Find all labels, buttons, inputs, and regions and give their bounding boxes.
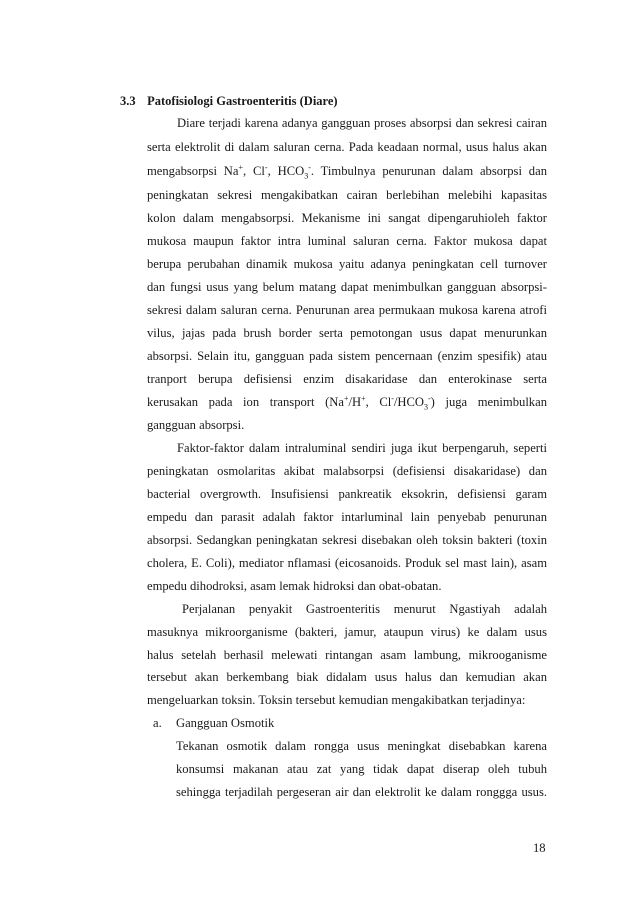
- p1-line: dan fungsi usus yang belum matang dapat menimbulkan gangguan absorpsi-: [147, 280, 547, 294]
- p3-line: halus setelah berhasil melewati rintangan asam lambung, mikrooganisme: [147, 648, 547, 662]
- section-heading: [120, 94, 338, 109]
- list-item-body-line: konsumsi makanan atau zat yang tidak dapat diserap oleh tubuh: [176, 762, 547, 776]
- p2-line: empedu dan parasit adalah faktor intarluminal lain penyebab penurunan: [147, 510, 547, 524]
- p2-line: empedu dihodroksi, asam lemak hidroksi dan obat-obatan.: [147, 579, 442, 593]
- p1-line: berupa perubahan dinamik mukosa yaitu adanya peningkatan cell turnover: [147, 257, 547, 271]
- p1-line: mukosa maupun faktor intra luminal saluran cerna. Faktor mukosa dapat: [147, 234, 547, 248]
- p2-line: cholera, E. Coli), mediator nflamasi (eicosanoids. Produk sel mast lain), asam: [147, 556, 547, 570]
- p1-line: kolon dalam mengabsorpsi. Mekanisme ini sangat dipengaruhioleh faktor: [147, 211, 547, 225]
- p2-line: peningkatan osmolaritas akibat malabsorpsi (defisiensi disakaridase) dan: [147, 464, 547, 478]
- p1-line: gangguan absorpsi.: [147, 418, 245, 432]
- p3-line: mengeluarkan toksin. Toksin tersebut kemudian mengakibatkan terjadinya:: [147, 693, 526, 707]
- list-item-body-line: sehingga terjadilah pergeseran air dan elektrolit ke dalam ronggga usus.: [176, 785, 547, 799]
- p3-line: tersebut akan berkembang biak didalam usus halus dan kemudian akan: [147, 670, 547, 684]
- list-item-title: Gangguan Osmotik: [176, 716, 275, 730]
- p2-line: absorpsi. Sedangkan peningkatan sekresi disebakan oleh toksin bakteri (toxin: [147, 533, 547, 547]
- p1-line-chem: kerusakan pada ion transport (Na+/H+, $Cl^-/HCO_3^-$) juga menimbulkan: [147, 393, 547, 412]
- p1-line-chem: mengabsorpsi Na+, Cl-, $HCO_3^-$. Timbulnya penurunan dalam absorpsi dan: [147, 162, 547, 181]
- list-item-label: a.: [153, 716, 162, 730]
- p3-line: masuknya mikroorganisme (bakteri, jamur, ataupun virus) ke dalam usus: [147, 625, 547, 639]
- p2-line: Faktor-faktor dalam intraluminal sendiri juga ikut berpengaruh, seperti: [177, 441, 547, 455]
- p1-line: tranport berupa defisiensi enzim disakaridase dan enterokinase serta: [147, 372, 547, 386]
- p1-line: sekresi dalam saluran cerna. Penurunan area permukaan mukosa karena atrofi: [147, 303, 547, 317]
- list-item-body-line: Tekanan osmotik dalam rongga usus meningkat disebabkan karena: [176, 739, 547, 753]
- p1-line: peningkatan sekresi mengakibatkan cairan berlebihan melebihi kapasitas: [147, 188, 547, 202]
- p2-line: bacterial overgrowth. Insufisiensi pankreatik eksokrin, defisiensi garam: [147, 487, 547, 501]
- p1-line: vilus, jajas pada brush border serta pemotongan usus dapat menurunkan: [147, 326, 547, 340]
- p3-line: Perjalanan penyakit Gastroenteritis menurut Ngastiyah adalah: [182, 602, 547, 616]
- p1-line: absorpsi. Selain itu, gangguan pada sistem pencernaan (enzim spesifik) atau: [147, 349, 547, 363]
- section-number: 3.3: [120, 94, 136, 108]
- p1-line: Diare terjadi karena adanya gangguan proses absorpsi dan sekresi cairan: [177, 116, 547, 130]
- p1-line: serta elektrolit di dalam saluran cerna. Pada keadaan normal, usus halus akan: [147, 140, 547, 154]
- page-number: 18: [533, 841, 546, 855]
- section-title: Patofisiologi Gastroenteritis (Diare): [147, 94, 338, 108]
